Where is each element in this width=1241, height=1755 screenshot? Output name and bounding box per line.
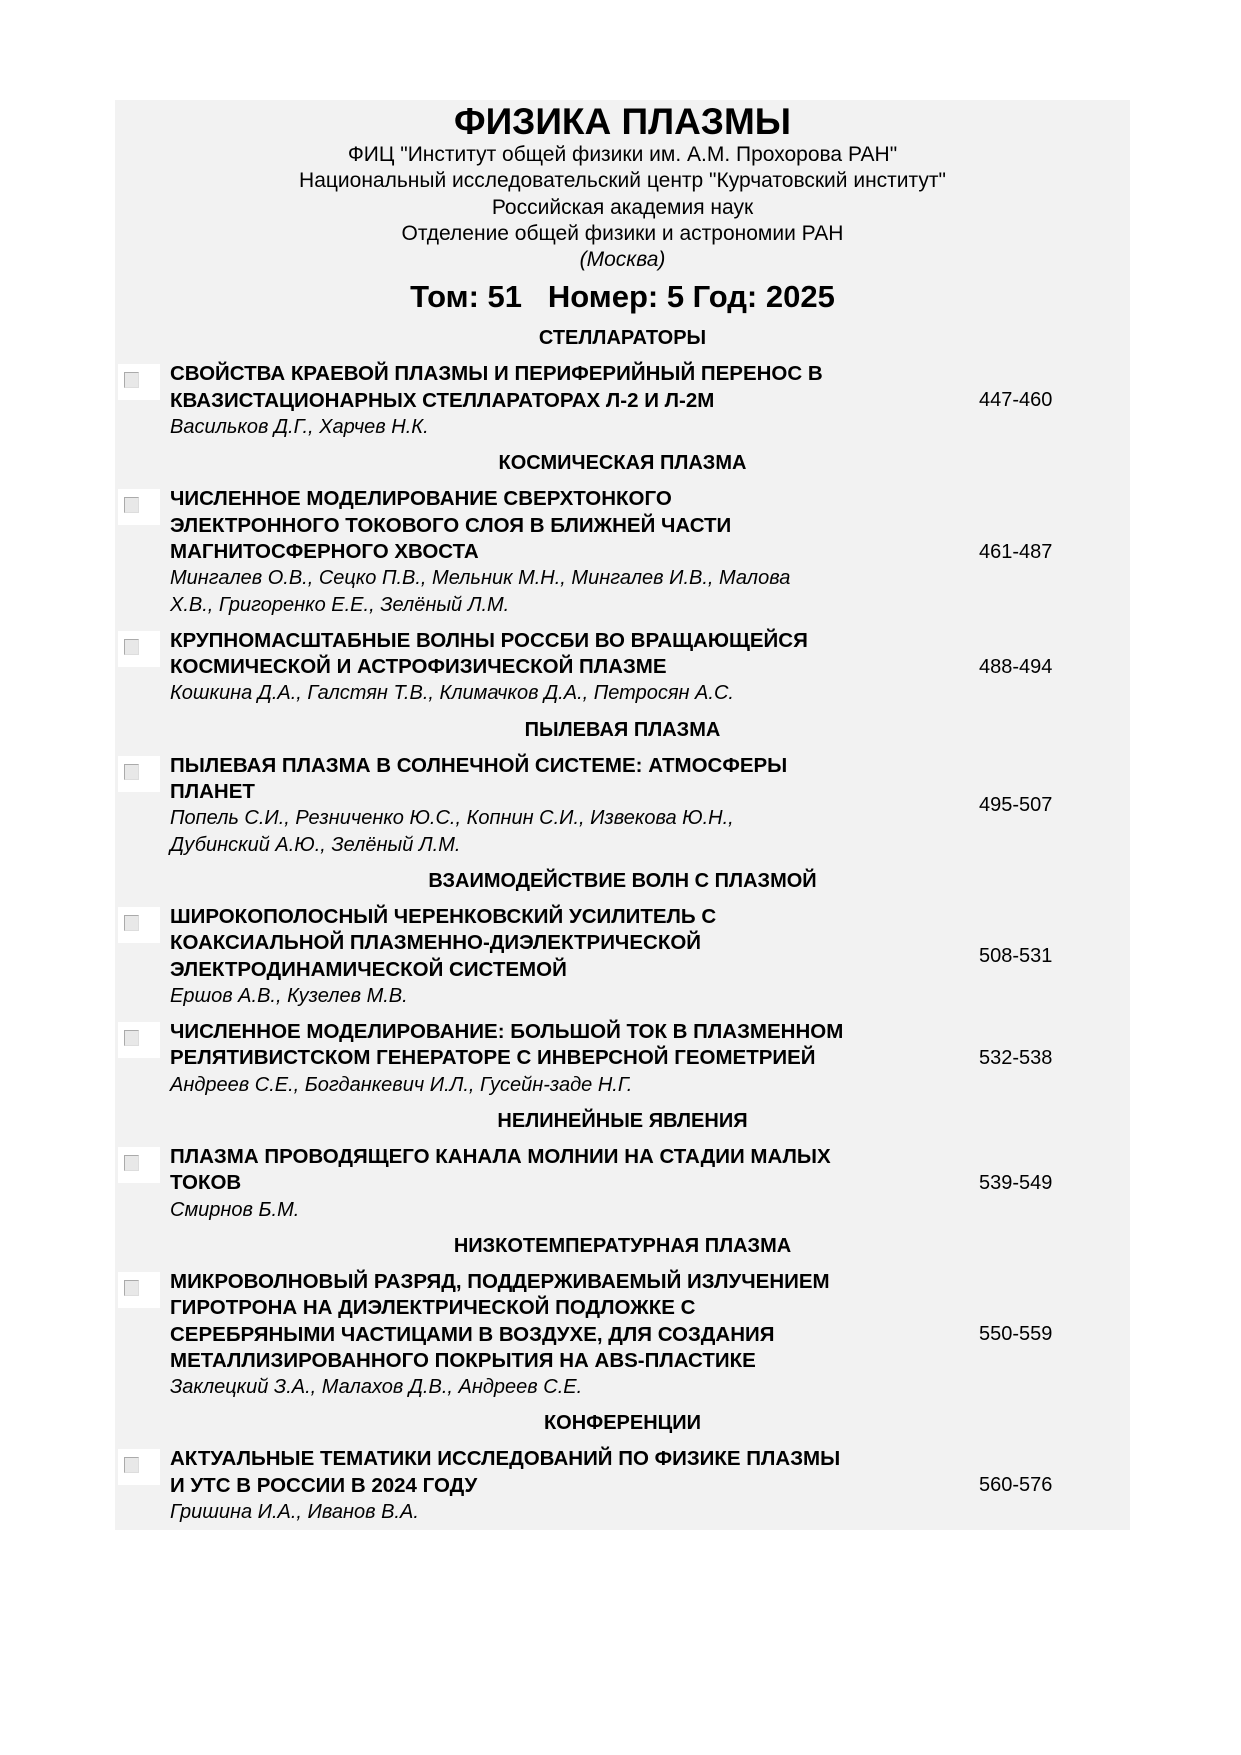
article-select-checkbox[interactable] — [118, 1147, 160, 1183]
article-authors: Ершов А.В., Кузелев М.В. — [170, 984, 408, 1007]
article-entry — [115, 623, 1130, 712]
article-title-link[interactable]: ШИРОКОПОЛОСНЫЙ ЧЕРЕНКОВСКИЙ УСИЛИТЕЛЬ С — [170, 904, 717, 928]
section-heading: ВЗАИМОДЕЙСТВИЕ ВОЛН С ПЛАЗМОЙ — [428, 869, 817, 892]
section-heading: ПЫЛЕВАЯ ПЛАЗМА — [524, 718, 721, 741]
checkbox-icon — [124, 1030, 139, 1046]
checkbox-icon — [124, 497, 139, 513]
article-title-link[interactable]: ЭЛЕКТРОННОГО ТОКОВОГО СЛОЯ В БЛИЖНЕЙ ЧАСТИ — [170, 513, 732, 537]
article-select-checkbox[interactable] — [118, 364, 160, 400]
publisher-line: Национальный исследовательский центр "Курчатовский институт" — [299, 169, 946, 193]
article-pages: 532-538 — [979, 1047, 1053, 1070]
article-entry — [115, 481, 1130, 622]
article-entry — [115, 1264, 1130, 1405]
article-title-link[interactable]: ЧИСЛЕННОЕ МОДЕЛИРОВАНИЕ: БОЛЬШОЙ ТОК В ПЛАЗМЕННОМ — [170, 1020, 844, 1044]
article-pages: 461-487 — [979, 540, 1053, 563]
issue-info: Том: 51 Номер: 5 Год: 2025 — [410, 279, 835, 315]
article-authors: Гришина И.А., Иванов В.А. — [170, 1500, 419, 1523]
checkbox-icon — [124, 372, 139, 388]
article-title-link[interactable]: ЧИСЛЕННОЕ МОДЕЛИРОВАНИЕ СВЕРХТОНКОГО — [170, 487, 672, 511]
article-title-link[interactable]: ТОКОВ — [170, 1171, 242, 1195]
table-of-contents — [115, 320, 1130, 1530]
journal-header — [115, 100, 1130, 317]
article-details — [170, 1446, 930, 1525]
checkbox-icon — [124, 764, 139, 780]
article-authors: Смирнов Б.М. — [170, 1198, 300, 1221]
article-select-checkbox[interactable] — [118, 489, 160, 525]
article-pages: 539-549 — [979, 1171, 1053, 1194]
article-select-checkbox[interactable] — [118, 756, 160, 792]
article-authors: Васильков Д.Г., Харчев Н.К. — [170, 416, 429, 439]
publisher-line: ФИЦ "Институт общей физики им. А.М. Прохорова РАН" — [347, 143, 898, 166]
article-title-link[interactable]: КОСМИЧЕСКОЙ И АСТРОФИЗИЧЕСКОЙ ПЛАЗМЕ — [170, 655, 667, 679]
article-entry — [115, 1014, 1130, 1103]
article-title-link[interactable]: МЕТАЛЛИЗИРОВАННОГО ПОКРЫТИЯ НА ABS-ПЛАСТИКЕ — [170, 1348, 756, 1372]
article-entry — [115, 748, 1130, 863]
article-select-checkbox[interactable] — [118, 1272, 160, 1308]
publisher-line: Отделение общей физики и астрономии РАН — [401, 221, 844, 245]
article-authors: Андреев С.Е., Богданкевич И.Л., Гусейн-заде Н.Г. — [170, 1073, 633, 1096]
checkbox-icon — [124, 1457, 139, 1473]
checkbox-icon — [124, 1155, 139, 1171]
article-entry — [115, 899, 1130, 1014]
article-title-link[interactable]: СВОЙСТВА КРАЕВОЙ ПЛАЗМЫ И ПЕРИФЕРИЙНЫЙ ПЕРЕНОС В — [170, 362, 823, 386]
article-details — [170, 628, 930, 707]
article-entry — [115, 356, 1130, 445]
article-title-link[interactable]: СЕРЕБРЯНЫМИ ЧАСТИЦАМИ В ВОЗДУХЕ, ДЛЯ СОЗДАНИЯ — [170, 1322, 775, 1346]
article-title-link[interactable]: КОАКСИАЛЬНОЙ ПЛАЗМЕННО-ДИЭЛЕКТРИЧЕСКОЙ — [170, 931, 702, 955]
city: (Москва) — [579, 248, 666, 272]
article-title-link[interactable]: ЭЛЕКТРОДИНАМИЧЕСКОЙ СИСТЕМОЙ — [170, 957, 567, 981]
article-details — [170, 904, 930, 1009]
article-pages: 560-576 — [979, 1474, 1053, 1497]
article-pages: 508-531 — [979, 945, 1053, 968]
article-authors: Попель С.И., Резниченко Ю.С., Копнин С.И., Извекова Ю.Н., — [170, 807, 734, 830]
journal-title: ФИЗИКА ПЛАЗМЫ — [453, 101, 792, 142]
article-details — [170, 1269, 930, 1400]
section-heading: КОНФЕРЕНЦИИ — [543, 1412, 702, 1435]
article-pages: 550-559 — [979, 1323, 1053, 1346]
article-authors: Дубинский А.Ю., Зелёный Л.М. — [170, 833, 461, 856]
article-title-link[interactable]: КРУПНОМАСШТАБНЫЕ ВОЛНЫ РОССБИ ВО ВРАЩАЮЩЕЙСЯ — [170, 628, 808, 652]
article-details — [170, 1144, 930, 1223]
article-select-checkbox[interactable] — [118, 1449, 160, 1485]
article-authors: Заклецкий З.А., Малахов Д.В., Андреев С.Е. — [170, 1376, 583, 1399]
article-title-link[interactable]: МАГНИТОСФЕРНОГО ХВОСТА — [170, 539, 479, 563]
article-select-checkbox[interactable] — [118, 907, 160, 943]
section-heading: НИЗКОТЕМПЕРАТУРНАЯ ПЛАЗМА — [453, 1234, 792, 1257]
article-authors: Мингалев О.В., Сецко П.В., Мельник М.Н., Мингалев И.В., Малова — [170, 567, 791, 590]
article-pages: 495-507 — [979, 793, 1053, 816]
article-title-link[interactable]: ПЛАЗМА ПРОВОДЯЩЕГО КАНАЛА МОЛНИИ НА СТАДИИ МАЛЫХ — [170, 1145, 831, 1169]
article-title-link[interactable]: АКТУАЛЬНЫЕ ТЕМАТИКИ ИССЛЕДОВАНИЙ ПО ФИЗИКЕ ПЛАЗМЫ — [170, 1447, 841, 1471]
article-details — [170, 1019, 930, 1098]
article-entry — [115, 1139, 1130, 1228]
article-pages: 488-494 — [979, 655, 1053, 678]
checkbox-icon — [124, 915, 139, 931]
article-title-link[interactable]: МИКРОВОЛНОВЫЙ РАЗРЯД, ПОДДЕРЖИВАЕМЫЙ ИЗЛУЧЕНИЕМ — [170, 1269, 830, 1293]
article-details — [170, 486, 930, 617]
article-authors: Кошкина Д.А., Галстян Т.В., Климачков Д.А., Петросян А.С. — [170, 682, 734, 705]
article-title-link[interactable]: РЕЛЯТИВИСТСКОМ ГЕНЕРАТОРЕ С ИНВЕРСНОЙ ГЕОМЕТРИЕЙ — [170, 1046, 816, 1070]
article-entry — [115, 1441, 1130, 1530]
article-title-link[interactable]: ПЫЛЕВАЯ ПЛАЗМА В СОЛНЕЧНОЙ СИСТЕМЕ: АТМОСФЕРЫ — [170, 753, 788, 777]
section-heading: СТЕЛЛАРАТОРЫ — [538, 327, 707, 350]
article-select-checkbox[interactable] — [118, 631, 160, 667]
checkbox-icon — [124, 639, 139, 655]
section-heading: КОСМИЧЕСКАЯ ПЛАЗМА — [498, 452, 747, 475]
article-title-link[interactable]: ГИРОТРОНА НА ДИЭЛЕКТРИЧЕСКОЙ ПОДЛОЖКЕ С — [170, 1296, 696, 1320]
article-title-link[interactable]: ПЛАНЕТ — [170, 780, 255, 804]
article-title-link[interactable]: И УТС В РОССИИ В 2024 ГОДУ — [170, 1473, 478, 1497]
section-heading: НЕЛИНЕЙНЫЕ ЯВЛЕНИЯ — [497, 1110, 748, 1133]
article-title-link[interactable]: КВАЗИСТАЦИОНАРНЫХ СТЕЛЛАРАТОРАХ Л-2 И Л-2М — [170, 388, 715, 412]
article-pages: 447-460 — [979, 389, 1053, 412]
publisher-line: Российская академия наук — [491, 195, 754, 219]
article-details — [170, 753, 930, 858]
checkbox-icon — [124, 1280, 139, 1296]
issue-contents — [115, 100, 1130, 1530]
article-select-checkbox[interactable] — [118, 1022, 160, 1058]
article-authors: Х.В., Григоренко Е.Е., Зелёный Л.М. — [170, 593, 510, 616]
article-details — [170, 361, 930, 440]
